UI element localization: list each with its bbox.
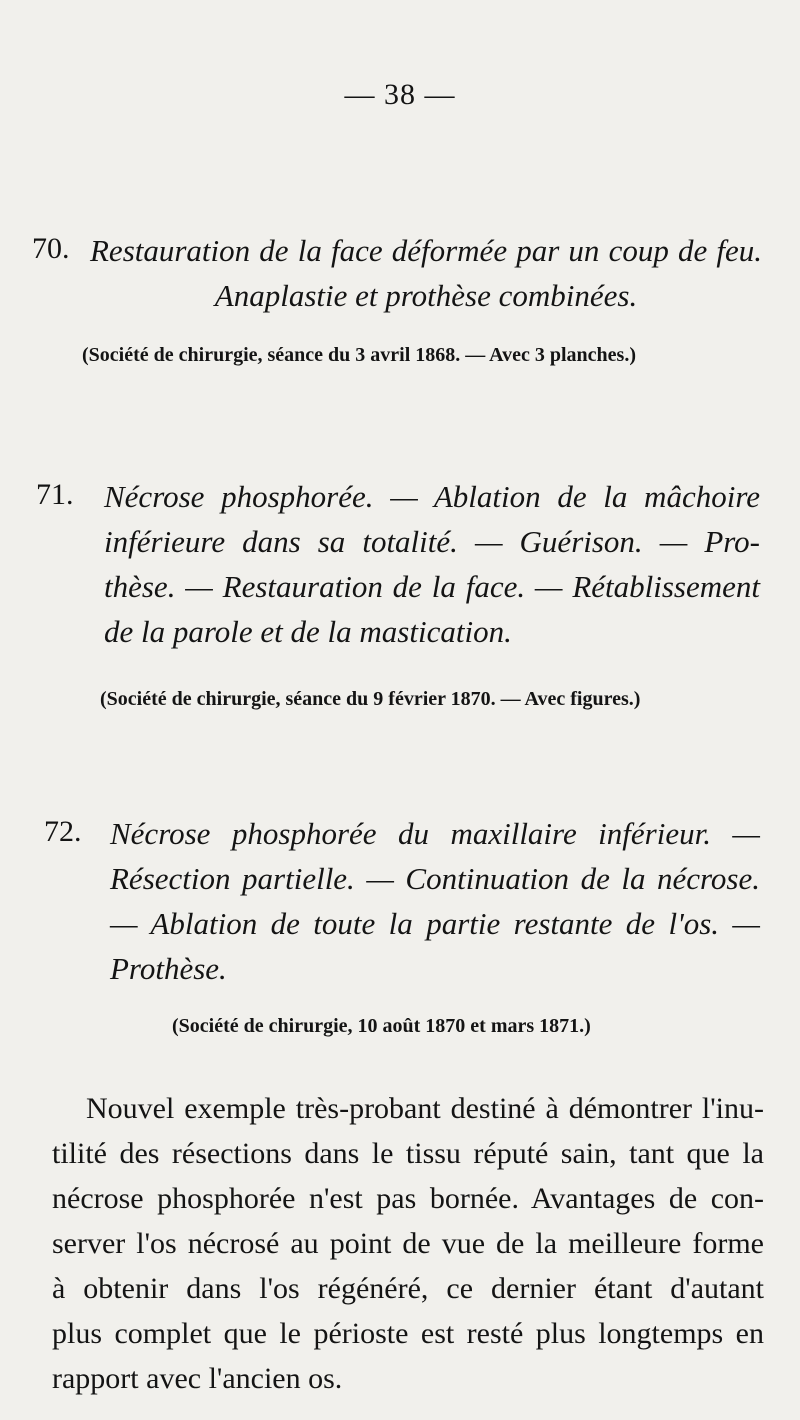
page-number: — 38 — [344,78,456,111]
entry-number: 72. [44,815,82,848]
title-line: inférieure dans sa totalité. — Guérison. — Pro- [104,524,760,559]
title-line: — Ablation de toute la partie restante de l'os. — [110,906,760,941]
title-line: Anaplastie et prothèse combinées. [214,278,638,313]
body-paragraph [52,1086,764,1401]
title-line: Résection partielle. — Continuation de la nécrose. [110,861,760,896]
entry-title [110,811,760,991]
entry-title [104,474,760,654]
title-line: Prothèse. [110,951,227,986]
paragraph-line: Nouvel exemple très-probant destiné à démontrer l'inu- [86,1092,764,1125]
entry-title [90,228,762,318]
entry-number: 71. [36,478,74,511]
title-line: de la parole et de la mastication. [104,614,512,649]
paragraph-line: à obtenir dans l'os régénéré, ce dernier étant d'autant [52,1272,764,1305]
title-line: Nécrose phosphorée du maxillaire inférieur. — [110,816,760,851]
entry-reference: (Société de chirurgie, séance du 3 avril 1868. — Avec 3 planches.) [82,344,637,366]
paragraph-line: tilité des résections dans le tissu réputé sain, tant que la [52,1137,764,1170]
paragraph-line: rapport avec l'ancien os. [52,1362,343,1395]
paragraph-line: plus complet que le périoste est resté plus longtemps en [52,1317,764,1350]
entry-reference: (Société de chirurgie, séance du 9 février 1870. — Avec figures.) [100,688,641,710]
paragraph-line: server l'os nécrosé au point de vue de la meilleure forme [52,1227,764,1260]
entry-number: 70. [32,232,70,265]
entry-reference: (Société de chirurgie, 10 août 1870 et mars 1871.) [172,1015,591,1037]
title-line: thèse. — Restauration de la face. — Rétablissement [104,569,760,604]
title-line: Restauration de la face déformée par un coup de feu. [90,233,762,268]
paragraph-line: nécrose phosphorée n'est pas bornée. Avantages de con- [52,1182,764,1215]
title-line: Nécrose phosphorée. — Ablation de la mâchoire [104,479,760,514]
